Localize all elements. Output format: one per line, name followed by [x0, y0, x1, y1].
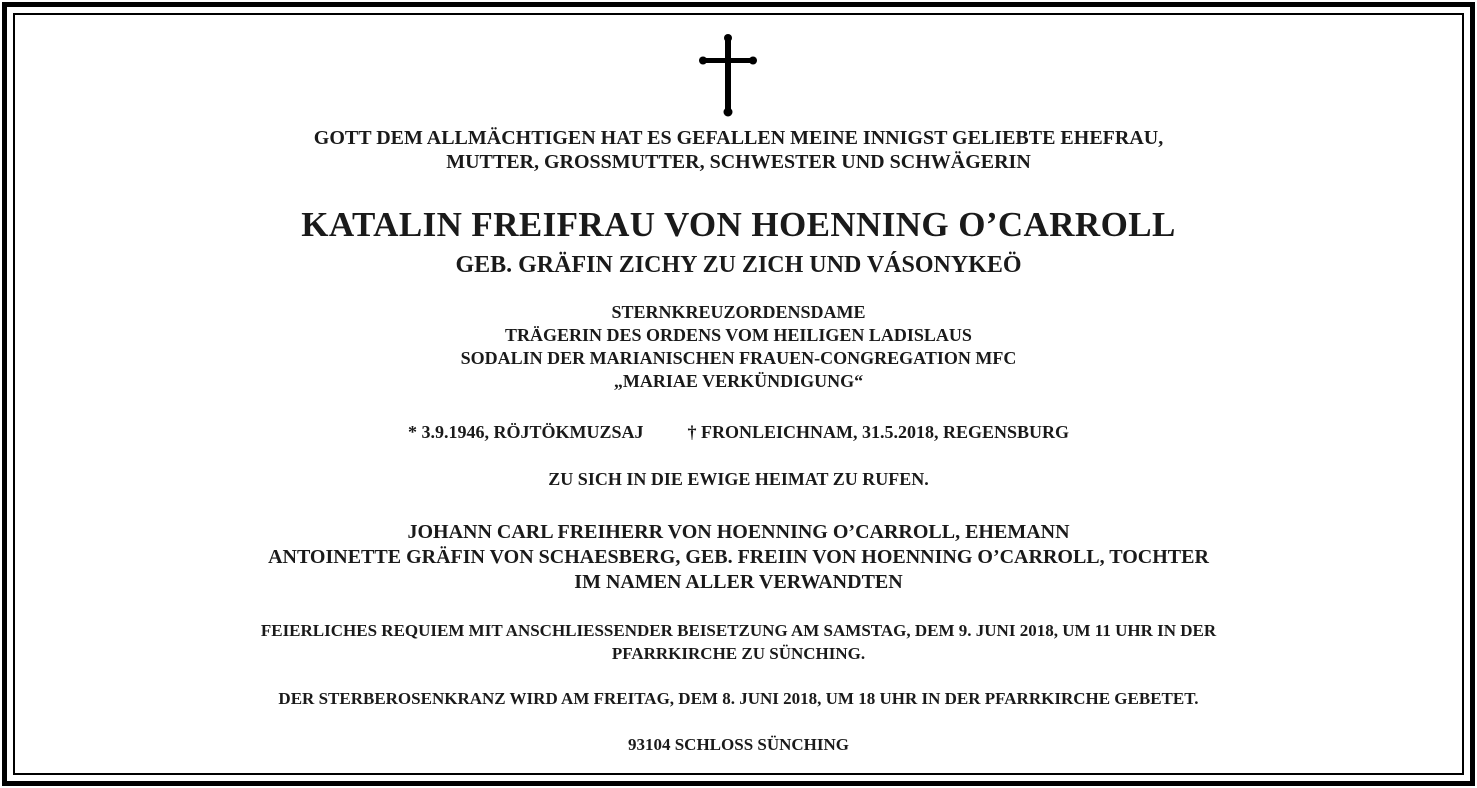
honor-line: TRÄGERIN DES ORDENS VOM HEILIGEN LADISLAUS	[505, 325, 972, 345]
mourner-line: ANTOINETTE GRÄFIN VON SCHAESBERG, GEB. FREIIN VON HOENNING O’CARROLL, TOCHTER	[268, 546, 1209, 568]
deceased-birth-name: GEB. GRÄFIN ZICHY ZU ZICH UND VÁSONYKEÖ	[455, 252, 1022, 278]
obituary-notice	[15, 15, 1462, 773]
requiem-line-2: PFARRKIRCHE ZU SÜNCHING.	[611, 644, 866, 663]
rosary-notice: DER STERBEROSENKRANZ WIRD AM FREITAG, DEM 8. JUNI 2018, UM 18 UHR IN DER PFARRKIRCHE GEBETET.	[278, 689, 1199, 708]
life-dates	[15, 423, 1462, 441]
intro-line-1: GOTT DEM ALLMÄCHTIGEN HAT ES GEFALLEN MEINE INNIGST GELIEBTE EHEFRAU,	[313, 127, 1164, 149]
closing-phrase: ZU SICH IN DIE EWIGE HEIMAT ZU RUFEN.	[548, 469, 929, 489]
mourner-line: JOHANN CARL FREIHERR VON HOENNING O’CARROLL, EHEMANN	[407, 521, 1070, 543]
honor-line: STERNKREUZORDENSDAME	[611, 302, 866, 322]
address: 93104 SCHLOSS SÜNCHING	[627, 735, 850, 754]
mourner-line: IM NAMEN ALLER VERWANDTEN	[574, 571, 903, 593]
death-date: † FRONLEICHNAM, 31.5.2018, REGENSBURG	[687, 422, 1070, 442]
birth-date: * 3.9.1946, RÖJTÖKMUZSAJ	[407, 422, 644, 442]
requiem-line-1: FEIERLICHES REQUIEM MIT ANSCHLIESSENDER BEISETZUNG AM SAMSTAG, DEM 9. JUNI 2018, UM 11 UHR IN DER	[260, 621, 1217, 640]
deceased-name: KATALIN FREIFRAU VON HOENNING O’CARROLL	[301, 205, 1176, 244]
intro-line-2: MUTTER, GROSSMUTTER, SCHWESTER UND SCHWÄGERIN	[446, 151, 1031, 173]
cross-icon	[699, 33, 757, 117]
honor-line: SODALIN DER MARIANISCHEN FRAUEN-CONGREGATION MFC	[460, 348, 1017, 368]
honor-line: „MARIAE VERKÜNDIGUNG“	[613, 371, 864, 391]
